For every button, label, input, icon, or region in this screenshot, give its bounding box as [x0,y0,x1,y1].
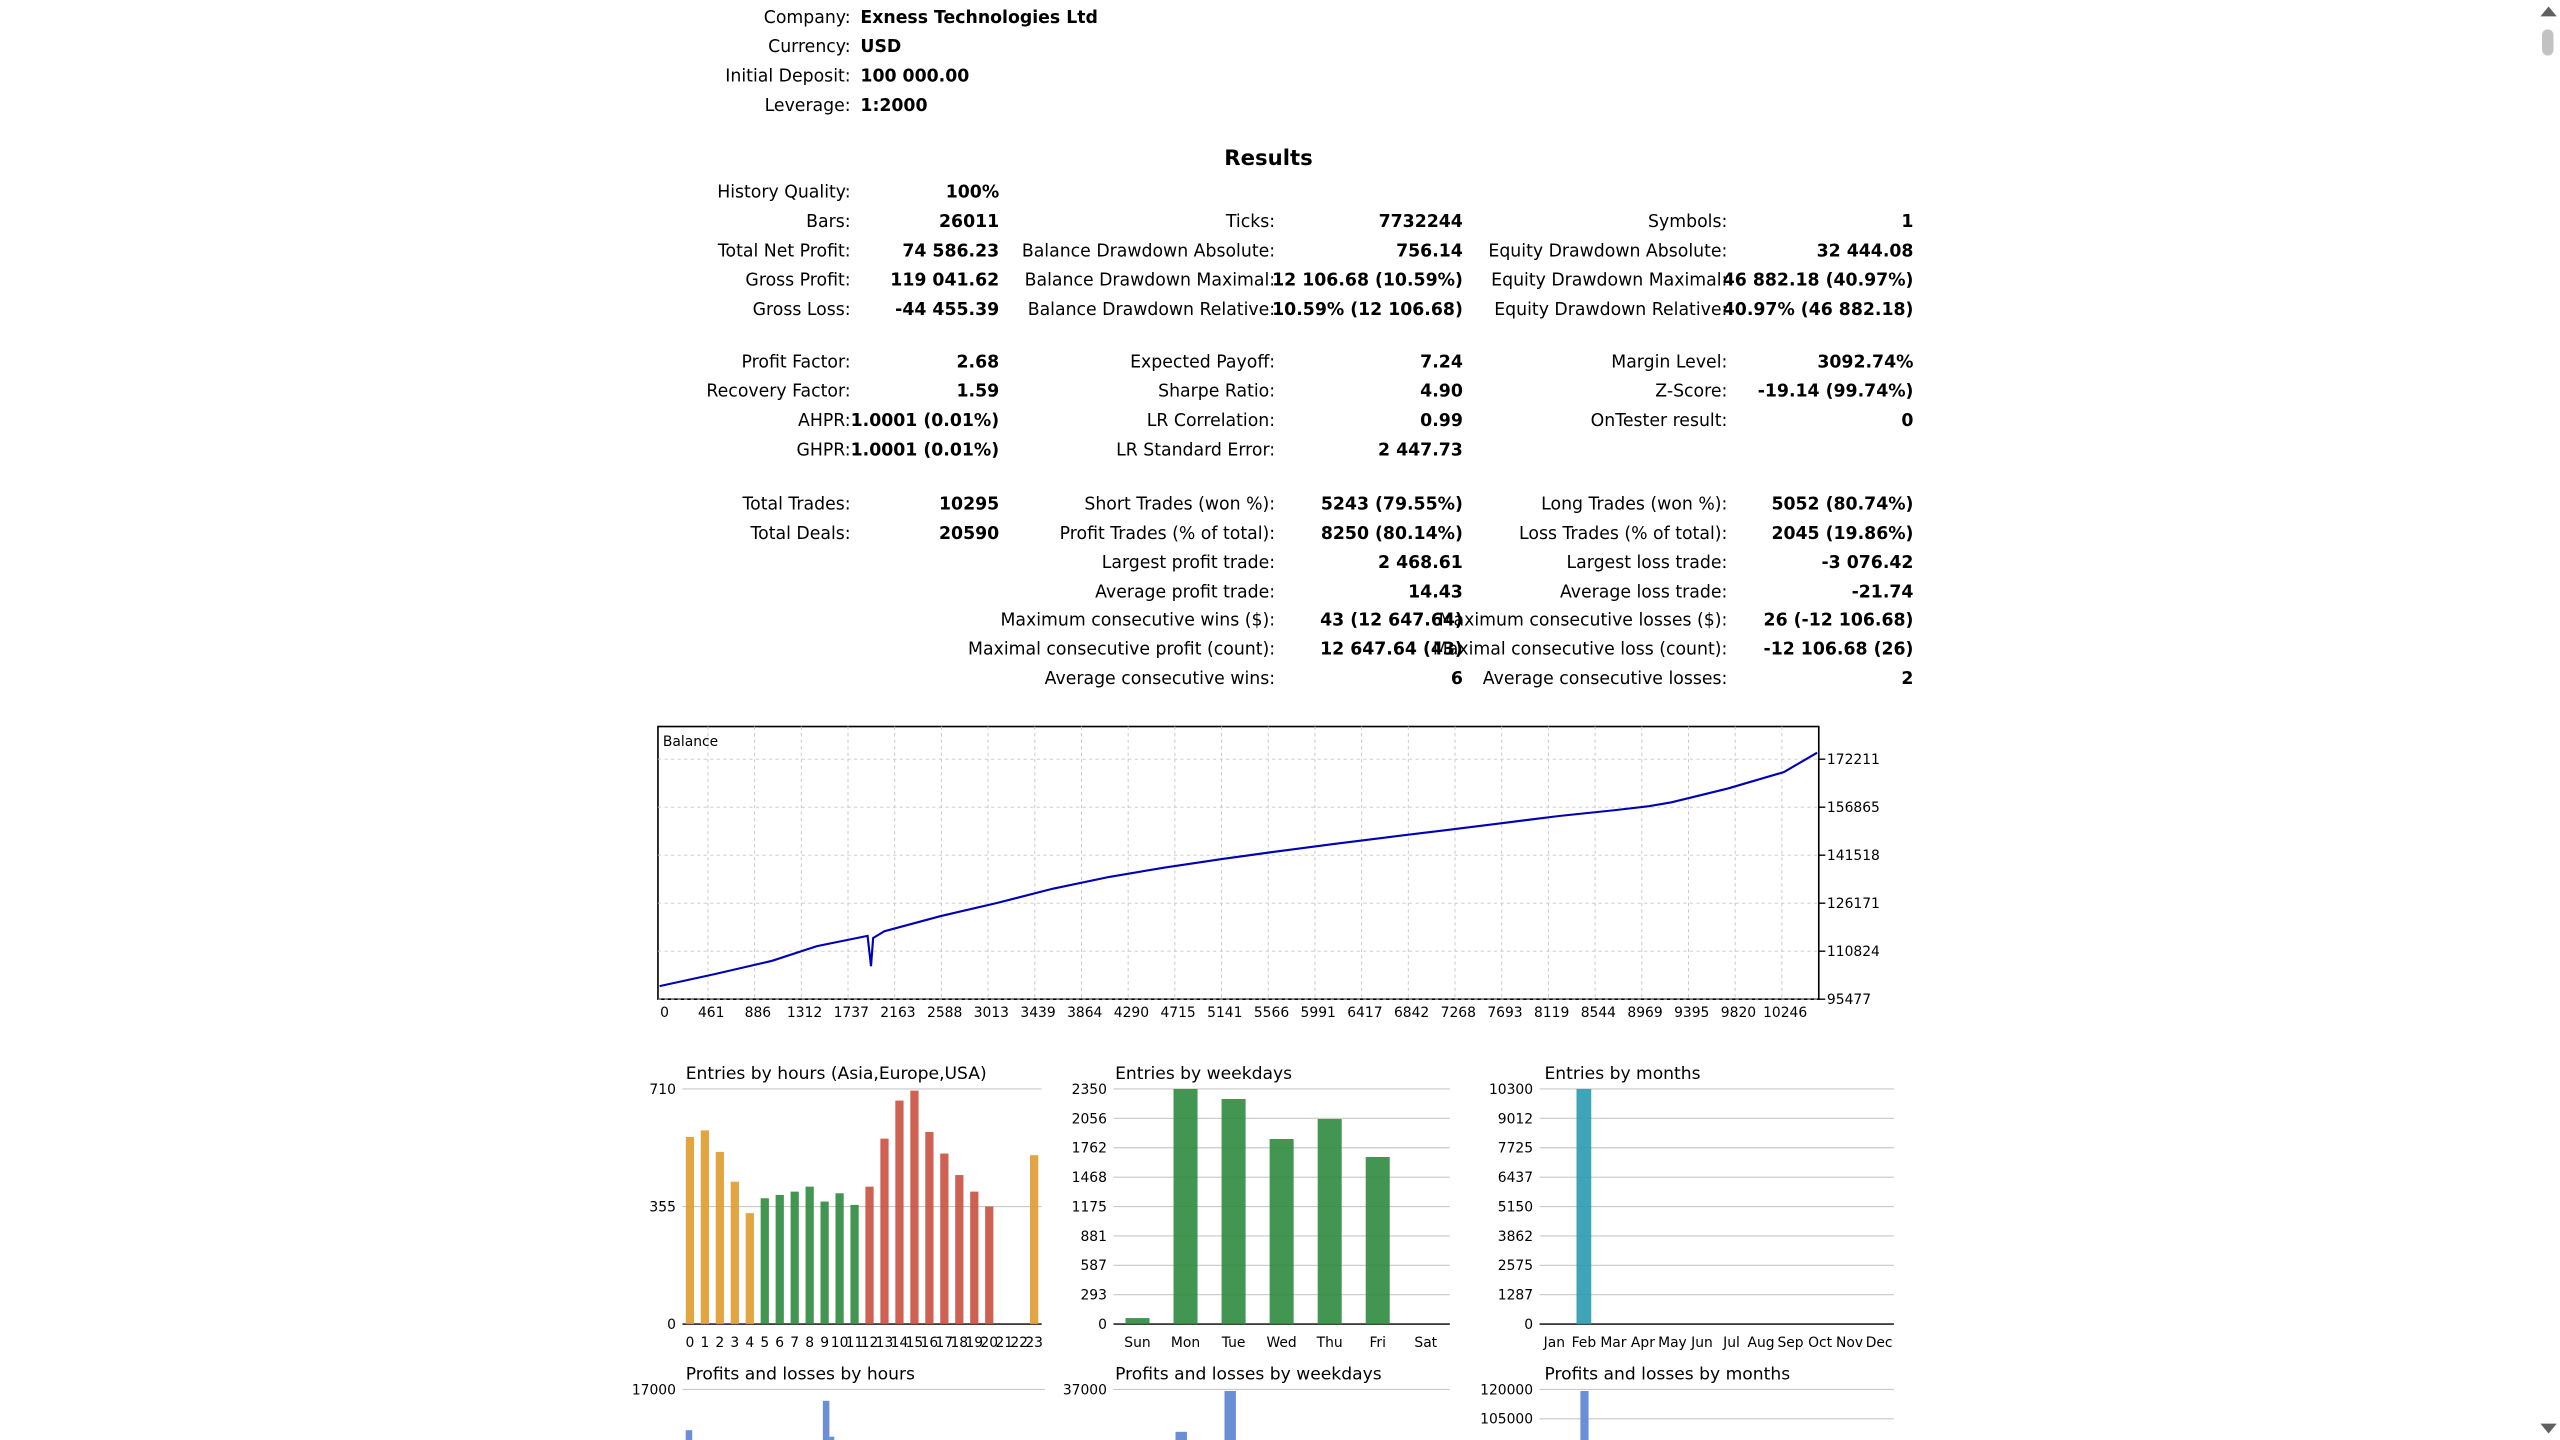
bar [806,1187,814,1324]
x-tick-label: Wed [1266,1334,1297,1351]
x-tick-label: 1 [700,1334,710,1351]
col3-value: 46 882.18 (40.97%) [1722,271,1914,291]
x-tick-label: 2 [715,1334,725,1351]
x-tick-label: Mon [1170,1334,1201,1351]
x-tick-label: 14 [890,1334,909,1351]
x-tick-label: 5991 [1300,1005,1336,1022]
x-tick-label: 17 [935,1334,954,1351]
y-tick-label: 1762 [1071,1140,1107,1157]
x-tick-label: 13 [875,1334,894,1351]
x-tick-label: Jun [1691,1334,1713,1351]
col2-label: Ticks: [1225,212,1276,232]
x-tick-label: Tue [1221,1334,1246,1351]
x-tick-label: 16 [920,1334,939,1351]
col2-value: 10.59% (12 106.68) [1272,300,1463,320]
y-tick-label: 9012 [1497,1111,1534,1128]
col2-value: 8250 (80.14%) [1320,524,1463,544]
bar [1176,1432,1187,1440]
col2-label: Largest profit trade: [1101,553,1276,574]
col1-label: Bars: [806,212,851,232]
bar [895,1101,903,1325]
col1-value: 1.0001 (0.01%) [850,440,1000,461]
x-tick-label: 18 [950,1334,969,1351]
col1-label: Profit Factor: [741,352,851,373]
col3-value: 26 (-12 106.68) [1763,610,1914,631]
x-tick-label: Feb [1571,1334,1597,1351]
col1-label: Total Deals: [750,524,851,544]
y-tick-label: 95477 [1826,992,1872,1009]
col3-value: 2 [1901,669,1914,689]
x-tick-label: 9 [820,1334,830,1351]
x-tick-label: Jan [1543,1334,1566,1351]
y-tick-label: 6437 [1497,1170,1534,1187]
y-tick-label: 0 [1098,1316,1107,1333]
col3-label: Maximum consecutive losses ($): [1438,610,1728,631]
x-tick-label: Apr [1630,1334,1655,1351]
y-tick-label: 110824 [1826,944,1880,961]
col2-label: Balance Drawdown Relative: [1027,300,1276,320]
y-tick-label: 710 [649,1081,676,1098]
bar [970,1192,978,1324]
col1-label: Total Net Profit: [717,241,851,262]
x-tick-label: 6 [775,1334,785,1351]
y-tick-label: 3862 [1497,1228,1534,1245]
col1-label: Gross Profit: [745,271,851,291]
header-label: Initial Deposit: [725,66,851,87]
header-value: 100 000.00 [860,66,970,87]
col1-value: 10295 [939,494,1000,515]
chart-title: Profits and losses by weekdays [1115,1364,1382,1385]
x-tick-label: 4 [745,1334,755,1351]
col2-label: Balance Drawdown Absolute: [1021,241,1276,262]
x-tick-label: 7268 [1440,1005,1476,1022]
x-tick-label: 8 [805,1334,815,1351]
x-tick-label: 10246 [1763,1005,1808,1022]
col2-value: 756.14 [1396,241,1463,262]
y-tick-label: 105000 [1480,1411,1534,1428]
x-tick-label: May [1658,1334,1687,1351]
x-tick-label: Jul [1723,1334,1740,1351]
y-tick-label: 120000 [1480,1382,1534,1399]
bar [821,1202,829,1325]
x-tick-label: 1737 [833,1005,869,1022]
col1-label: GHPR: [796,440,851,461]
col2-label: Balance Drawdown Maximal: [1024,271,1276,291]
col2-label: Expected Payoff: [1130,352,1276,373]
bar [1224,1391,1235,1440]
y-tick-label: 293 [1080,1287,1107,1304]
col2-value: 6 [1450,669,1463,689]
profits-losses-by-weekdays-chart [1061,1358,1469,1440]
bar [776,1195,784,1324]
bar [835,1193,843,1324]
col2-value: 43 (12 647.64) [1320,610,1463,631]
col3-value: 32 444.08 [1816,241,1914,262]
x-tick-label: 9820 [1720,1005,1757,1022]
y-tick-label: 156865 [1826,800,1880,817]
col1-label: History Quality: [717,182,851,203]
profits-losses-by-months-chart [1478,1358,1911,1440]
chart-title: Entries by hours (Asia,Europe,USA) [685,1064,987,1085]
x-tick-label: 5566 [1253,1005,1290,1022]
bar [1125,1318,1149,1324]
y-tick-label: 7725 [1497,1140,1534,1157]
col1-value: 20590 [939,524,1000,544]
chart-title: Entries by months [1544,1064,1701,1085]
y-tick-label: 126171 [1826,896,1880,913]
col3-value: 2045 (19.86%) [1771,524,1914,544]
bar [1030,1155,1038,1324]
col3-value: 40.97% (46 882.18) [1722,300,1914,320]
y-tick-label: 172211 [1826,752,1880,769]
col2-label: Average consecutive wins: [1044,669,1276,689]
x-tick-label: 7693 [1487,1005,1523,1022]
x-tick-label: 8119 [1534,1005,1570,1022]
x-tick-label: 6842 [1393,1005,1430,1022]
chart-title: Profits and losses by months [1544,1364,1791,1385]
col2-label: Short Trades (won %): [1084,494,1276,515]
col3-label: Margin Level: [1611,352,1728,373]
x-tick-label: Oct [1808,1334,1833,1351]
x-tick-label: Thu [1316,1334,1343,1351]
bar [686,1430,693,1440]
col2-label: Profit Trades (% of total): [1059,524,1276,544]
col3-value: 3092.74% [1817,352,1914,373]
balance-chart [645,718,1902,1028]
bar [686,1137,694,1324]
x-tick-label: 6417 [1347,1005,1383,1022]
bar [880,1139,888,1324]
entries-by-weekdays-chart [1061,1058,1469,1360]
x-tick-label: Aug [1747,1334,1775,1351]
y-tick-label: 5150 [1497,1199,1534,1216]
header-value: Exness Technologies Ltd [860,8,1098,28]
plot-frame [658,727,1819,1000]
header-value: 1:2000 [860,96,928,116]
chart-title: Profits and losses by hours [685,1364,915,1385]
x-tick-label: 21 [995,1334,1014,1351]
y-tick-label: 1287 [1497,1287,1534,1304]
bar [1366,1157,1390,1324]
x-tick-label: 3439 [1020,1005,1056,1022]
bar [761,1198,769,1324]
y-tick-label: 2056 [1071,1111,1107,1128]
col2-value: 5243 (79.55%) [1320,494,1463,515]
x-tick-label: Mar [1600,1334,1627,1351]
x-tick-label: 5 [760,1334,770,1351]
y-tick-label: 1468 [1071,1170,1107,1187]
col3-label: Z-Score: [1655,382,1728,402]
bar [1270,1139,1294,1324]
header-label: Currency: [768,37,851,58]
x-tick-label: Sun [1124,1334,1151,1351]
y-tick-label: 37000 [1062,1382,1107,1399]
x-tick-label: 4290 [1113,1005,1150,1022]
x-tick-label: 20 [980,1334,999,1351]
col1-value: 74 586.23 [902,241,1000,262]
y-tick-label: 10300 [1488,1081,1534,1098]
x-tick-label: 22 [1010,1334,1029,1351]
col3-label: OnTester result: [1590,411,1728,432]
col3-label: Loss Trades (% of total): [1519,524,1728,544]
col2-value: 2 468.61 [1378,553,1463,574]
x-tick-label: 0 [660,1005,669,1022]
col1-value: 100% [945,182,1000,203]
x-tick-label: Nov [1836,1334,1864,1351]
x-tick-label: 0 [685,1334,695,1351]
header-label: Leverage: [764,96,851,116]
scroll-down-arrow-icon[interactable] [2540,1424,2556,1434]
x-tick-label: 461 [697,1005,725,1022]
col1-value: 119 041.62 [890,271,1000,291]
bar [850,1205,858,1324]
col1-label: Gross Loss: [752,300,851,320]
col1-value: 2.68 [956,352,1000,373]
bar [1580,1391,1588,1440]
bar [1174,1089,1198,1324]
col1-value: -44 455.39 [895,300,1000,320]
y-tick-label: 2350 [1071,1081,1107,1098]
col2-label: Maximal consecutive profit (count): [968,639,1276,660]
col3-label: Equity Drawdown Maximal: [1491,271,1728,291]
col1-value: 1.59 [956,382,1000,402]
x-tick-label: 23 [1025,1334,1043,1351]
profits-losses-by-hours-chart [620,1358,1061,1440]
header-value: USD [860,37,902,58]
col2-value: 4.90 [1420,382,1463,402]
bar [1318,1119,1342,1324]
chart-title: Balance [662,734,719,751]
x-tick-label: Sat [1414,1334,1438,1351]
y-tick-label: 2575 [1497,1258,1534,1275]
x-tick-label: 1312 [786,1005,823,1022]
x-tick-label: 3 [730,1334,740,1351]
col3-label: Average loss trade: [1559,582,1728,603]
y-tick-label: 881 [1080,1228,1107,1245]
x-tick-label: 886 [744,1005,772,1022]
col2-value: 12 106.68 (10.59%) [1272,271,1463,291]
col3-value: 1 [1901,212,1914,232]
bar [955,1175,963,1324]
col1-value: 1.0001 (0.01%) [850,411,1000,432]
bar [1222,1099,1246,1324]
col3-label: Symbols: [1648,212,1728,232]
header-label: Company: [763,8,851,28]
scroll-thumb[interactable] [2542,29,2553,55]
chart-title: Entries by weekdays [1115,1064,1293,1085]
x-tick-label: 3864 [1067,1005,1103,1022]
col3-value: -21.74 [1851,582,1914,603]
x-tick-label: Fri [1369,1334,1386,1351]
bar [791,1192,799,1324]
y-tick-label: 587 [1080,1258,1107,1275]
col2-label: LR Correlation: [1146,411,1276,432]
x-tick-label: 10 [830,1334,849,1351]
col1-label: AHPR: [798,411,851,432]
col2-value: 14.43 [1408,582,1463,603]
col1-label: Total Trades: [742,494,851,515]
y-tick-label: 17000 [631,1382,676,1399]
col2-value: 0.99 [1420,411,1463,432]
col3-value: -19.14 (99.74%) [1757,382,1914,402]
col2-label: Average profit trade: [1095,582,1276,603]
bar [940,1154,948,1325]
bar [985,1207,993,1325]
x-tick-label: Dec [1865,1334,1893,1351]
bar [716,1152,724,1324]
bar [746,1213,754,1324]
col3-label: Long Trades (won %): [1541,494,1728,515]
x-tick-label: Sep [1777,1334,1804,1351]
y-tick-label: 1175 [1071,1199,1107,1216]
bar [925,1132,933,1324]
x-tick-label: 9395 [1674,1005,1710,1022]
col3-label: Average consecutive losses: [1482,669,1728,689]
scroll-up-arrow-icon[interactable] [2540,7,2556,17]
col3-value: -12 106.68 (26) [1763,639,1914,660]
x-tick-label: 2588 [927,1005,963,1022]
x-tick-label: 12 [860,1334,879,1351]
col3-value: 5052 (80.74%) [1771,494,1914,515]
vertical-scrollbar[interactable] [2537,0,2560,1440]
col3-label: Equity Drawdown Absolute: [1488,241,1728,262]
y-tick-label: 355 [649,1199,676,1216]
col2-label: Maximum consecutive wins ($): [1000,610,1276,631]
bar [865,1187,873,1324]
col3-label: Largest loss trade: [1566,553,1728,574]
bar [1576,1089,1591,1324]
x-tick-label: 15 [905,1334,924,1351]
x-tick-label: 3013 [973,1005,1009,1022]
entries-by-hours-chart [637,1058,1061,1360]
y-tick-label: 0 [667,1316,676,1333]
x-tick-label: 19 [965,1334,984,1351]
y-tick-label: 141518 [1826,848,1880,865]
bar [910,1091,918,1324]
col2-value: 2 447.73 [1378,440,1463,461]
bar [731,1182,739,1324]
col3-value: 0 [1901,411,1914,432]
col1-value: 26011 [939,212,1000,232]
x-tick-label: 2163 [880,1005,916,1022]
results-title: Results [1224,146,1313,172]
x-tick-label: 4715 [1160,1005,1196,1022]
entries-by-months-chart [1478,1058,1911,1360]
col3-value: -3 076.42 [1821,553,1914,574]
y-tick-label: 0 [1524,1316,1534,1333]
col3-label: Maximal consecutive loss (count): [1432,639,1728,660]
col2-label: Sharpe Ratio: [1158,382,1276,402]
bar [701,1130,709,1324]
x-tick-label: 11 [845,1334,864,1351]
col2-value: 7.24 [1420,352,1463,373]
col3-label: Equity Drawdown Relative: [1494,300,1728,320]
col2-value: 12 647.64 (43) [1320,639,1463,660]
x-tick-label: 8544 [1580,1005,1617,1022]
col1-label: Recovery Factor: [706,382,851,402]
x-tick-label: 8969 [1627,1005,1663,1022]
col2-label: LR Standard Error: [1116,440,1276,461]
col2-value: 7732244 [1378,212,1463,232]
x-tick-label: 7 [790,1334,800,1351]
x-tick-label: 5141 [1207,1005,1243,1022]
bar [823,1401,830,1440]
